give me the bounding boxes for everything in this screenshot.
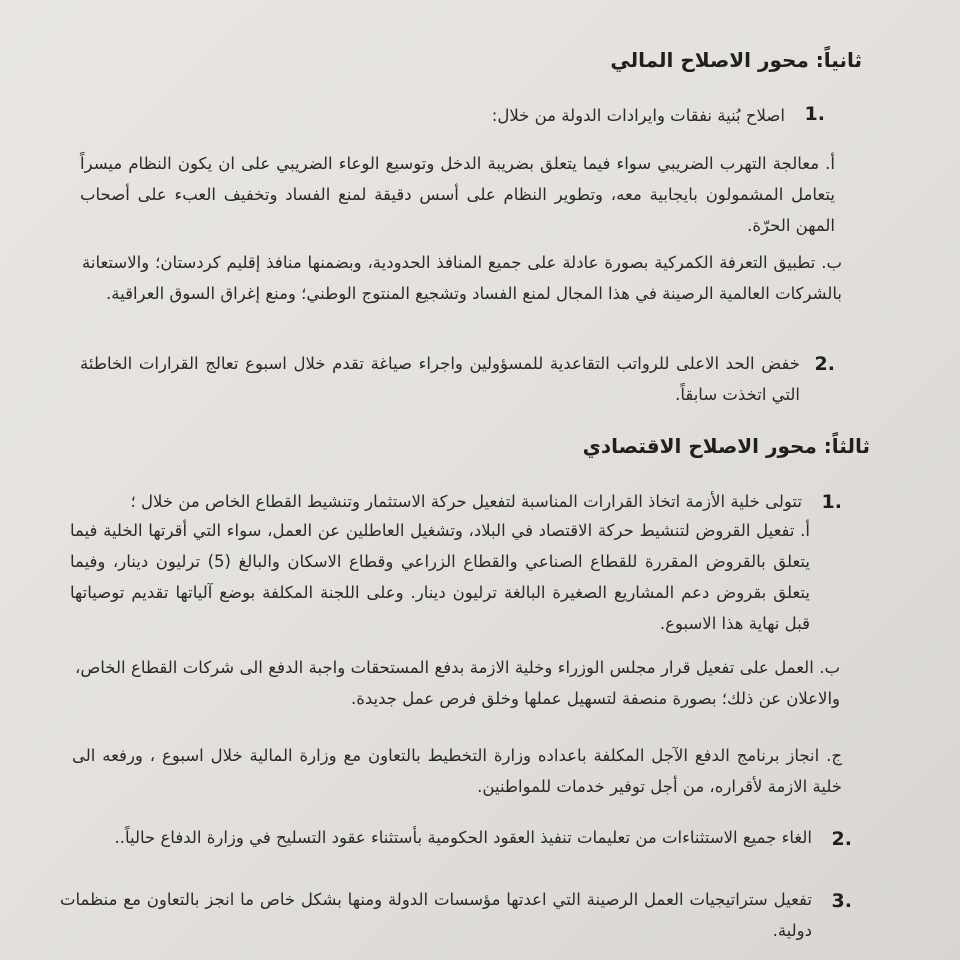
section-2-item-1-sub-b: ب. تطبيق التعرفة الكمركية بصورة عادلة على جميع المنافذ الحدودية، وبضمنها منافذ إقليم كردستان؛ والاستعانة بالشركات العالمية الرصينة في هذا المجال لمنع الفساد وتشجيع المنتوج الوطني؛ ومنع إغراق السوق العراقية. bbox=[82, 253, 842, 303]
section-2-heading: ثانياً: محور الاصلاح المالي bbox=[610, 48, 862, 72]
section-3-item-1-text: تتولى خلية الأزمة اتخاذ القرارات المناسبة لتفعيل حركة الاستثمار وتنشيط القطاع الخاص من خلال ؛ bbox=[130, 492, 802, 511]
section-3-item-1-sub-a: أ. تفعيل القروض لتنشيط حركة الاقتصاد في البلاد، وتشغيل العاطلين عن العمل، سواء التي أقرتها الخلية فيما يتعلق بالقروض المقررة للقطاع الصناعي والقطاع الزراعي وقطاع الاسكان والبالغ (5) ترليون دينار، وفيما يتعلق بقروض دعم المشاريع الصغيرة البالغة ترليون دينار. وعلى اللجنة المكلفة بوضع آلياتها تقديم توصياتها قبل نهاية هذا الاسبوع. bbox=[70, 521, 810, 633]
section-3-item-1-sub-c: ج. انجاز برنامج الدفع الآجل المكلفة باعداده وزارة التخطيط بالتعاون مع وزارة المالية خلال اسبوع ، ورفعه الى خلية الازمة لأقراره، من أجل توفير خدمات للمواطنين. bbox=[72, 746, 842, 796]
section-3-item-3-number: .3 bbox=[831, 890, 852, 912]
section-3-item-1-sub-b: ب. العمل على تفعيل قرار مجلس الوزراء وخلية الازمة بدفع المستحقات واجبة الدفع الى شركات القطاع الخاص، والاعلان عن ذلك؛ بصورة منصفة لتسهيل عملها وخلق فرص عمل جديدة. bbox=[75, 658, 840, 708]
section-3-item-2-text: الغاء جميع الاستثناءات من تعليمات تنفيذ العقود الحكومية بأستثناء عقود التسليح في وزارة الدفاع حالياً.. bbox=[114, 828, 812, 847]
section-2-item-1-number: .1 bbox=[804, 103, 825, 125]
section-3-heading: ثالثاً: محور الاصلاح الاقتصادي bbox=[582, 434, 870, 458]
section-2-item-2-number: .2 bbox=[814, 353, 835, 375]
section-3-item-2-number: .2 bbox=[831, 828, 852, 850]
section-2-item-1-text: اصلاح بُنية نفقات وايرادات الدولة من خلال: bbox=[491, 106, 785, 125]
section-2-item-2-text: خفض الحد الاعلى للرواتب التقاعدية للمسؤولين واجراء صياغة تقدم خلال اسبوع تعالج القرارات الخاطئة التي اتخذت سابقاً. bbox=[80, 354, 800, 404]
section-3-item-3-text: تفعيل ستراتيجيات العمل الرصينة التي اعدتها مؤسسات الدولة ومنها بشكل خاص ما انجز بالتعاون مع منظمات دولية. bbox=[60, 890, 812, 940]
section-2-item-1-sub-a: أ. معالجة التهرب الضريبي سواء فيما يتعلق بضريبة الدخل وتوسيع الوعاء الضريبي على ان يكون النظام ميسراً يتعامل المشمولون بايجابية معه، وتطوير النظام على أسس دقيقة لمنع الفساد وتخفيف العبء على أصحاب المهن الحرّة. bbox=[80, 154, 835, 235]
section-3-item-1-number: .1 bbox=[821, 491, 842, 513]
